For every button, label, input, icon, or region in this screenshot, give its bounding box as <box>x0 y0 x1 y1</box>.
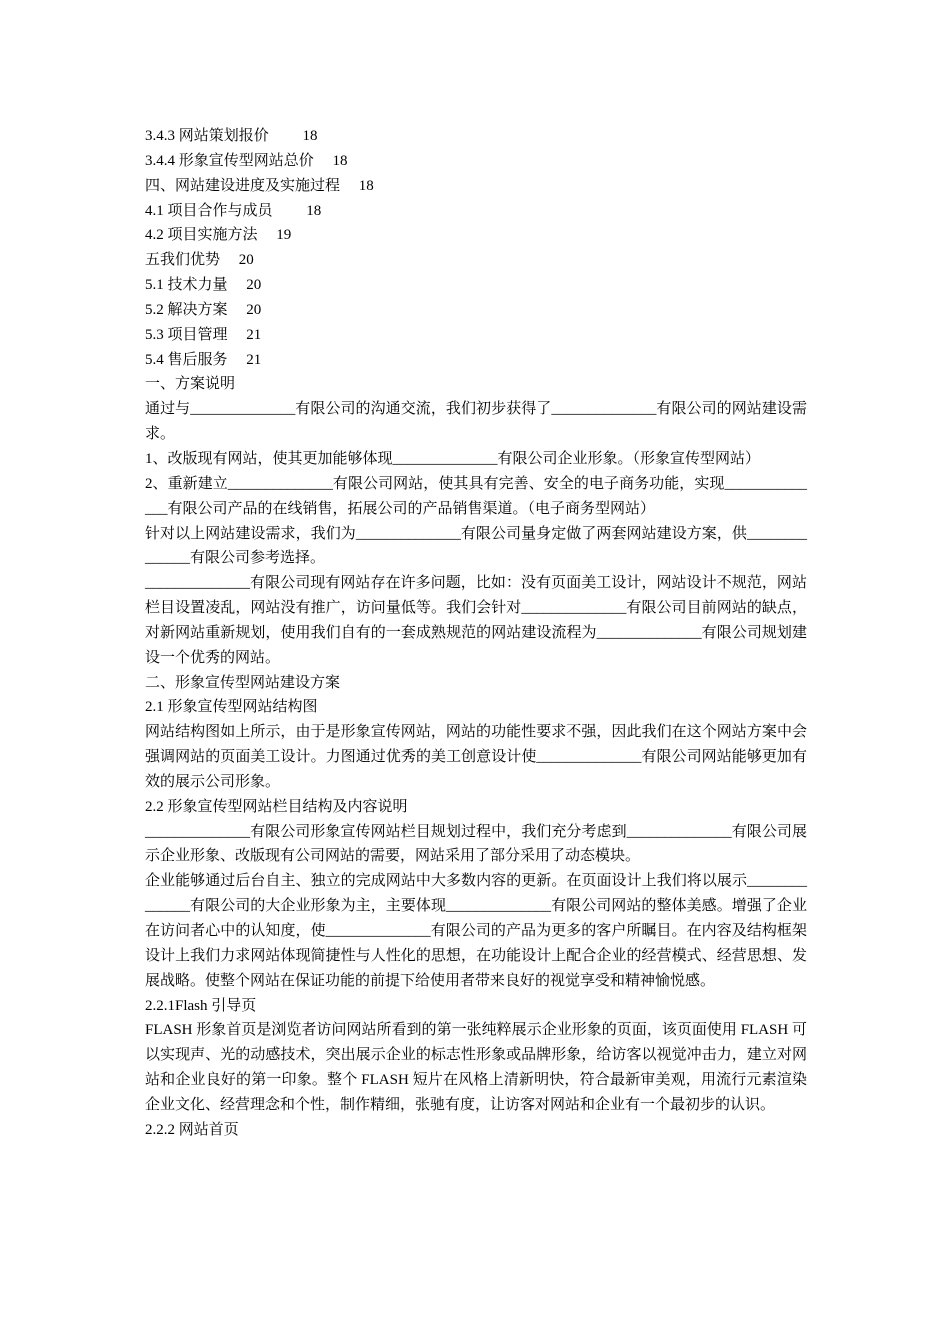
toc-entry: 5.1 技术力量 20 <box>145 277 262 294</box>
section-heading: 二、形象宣传型网站建设方案 <box>145 674 341 691</box>
paragraph: 1、改版现有网站，使其更加能够体现______________有限公司企业形象。（形象宣传型网站） <box>145 450 761 467</box>
toc-entry: 5.3 项目管理 21 <box>145 326 262 343</box>
paragraph: 2、重新建立______________有限公司网站，使其具有完善、安全的电子商务功能，实现______________有限公司产品的在线销售，拓展公司的产品销售渠道。（电子商务型网站） <box>145 475 807 517</box>
toc-entry: 4.2 项目实施方法 19 <box>145 227 292 244</box>
subsection-heading: 2.2.1Flash 引导页 <box>145 997 257 1014</box>
toc-entry: 5.4 售后服务 21 <box>145 351 262 368</box>
section-heading: 一、方案说明 <box>145 376 236 393</box>
toc-entry: 3.4.4 形象宣传型网站总价 18 <box>145 152 348 169</box>
paragraph: 网站结构图如上所示，由于是形象宣传网站，网站的功能性要求不强，因此我们在这个网站方案中会强调网站的页面美工设计。力图通过优秀的美工创意设计使______________有限公司网站能够更加有效的展示公司形象。 <box>145 724 807 790</box>
paragraph: 通过与______________有限公司的沟通交流，我们初步获得了______________有限公司的网站建设需求。 <box>145 401 807 443</box>
subsection-heading: 2.2.2 网站首页 <box>145 1121 239 1138</box>
subsection-heading: 2.2 形象宣传型网站栏目结构及内容说明 <box>145 798 408 815</box>
paragraph: FLASH 形象首页是浏览者访问网站所看到的第一张纯粹展示企业形象的页面，该页面使用 FLASH 可以实现声、光的动感技术，突出展示企业的标志性形象或品牌形象，给访客以视觉冲击力，建立对网站和企业良好的第一印象。整个 FLASH 短片在风格上清新明快，符合最新审美观，用流行元素渲染企业文化、经营理念和个性，制作精细，张驰有度，让访客对网站和企业有一个最初步的认识。 <box>145 1022 807 1113</box>
paragraph: 企业能够通过后台自主、独立的完成网站中大多数内容的更新。在页面设计上我们将以展示______________有限公司的大企业形象为主，主要体现______________有限公司网站的整体美感。增强了企业在访问者心中的认知度，使______________有限公司的产品为更多的客户所瞩目。在内容及结构框架设计上我们力求网站体现简捷性与人性化的思想，在功能设计上配合企业的经营模式、经营思想、发展战略。使整个网站在保证功能的前提下给使用者带来良好的视觉享受和精神愉悦感。 <box>145 873 807 989</box>
toc-entry: 3.4.3 网站策划报价 18 <box>145 128 318 144</box>
toc-entry: 4.1 项目合作与成员 18 <box>145 202 322 219</box>
toc-entry: 四、网站建设进度及实施过程 18 <box>145 177 374 194</box>
paragraph: ______________有限公司现有网站存在许多问题，比如：没有页面美工设计，网站设计不规范，网站栏目设置凌乱，网站没有推广，访问量低等。我们会针对______________有限公司目前网站的缺点，对新网站重新规划，使用我们自有的一套成熟规范的网站建设流程为______________有限公司规划建设一个优秀的网站。 <box>145 575 807 666</box>
document-content <box>145 124 807 1143</box>
paragraph: ______________有限公司形象宣传网站栏目规划过程中，我们充分考虑到______________有限公司展示企业形象、改版现有公司网站的需要，网站采用了部分采用了动态模块。 <box>145 823 807 865</box>
paragraph: 针对以上网站建设需求，我们为______________有限公司量身定做了两套网站建设方案，供______________有限公司参考选择。 <box>145 525 807 567</box>
subsection-heading: 2.1 形象宣传型网站结构图 <box>145 699 318 716</box>
toc-entry: 五我们优势 20 <box>145 252 254 269</box>
toc-entry: 5.2 解决方案 20 <box>145 301 262 318</box>
